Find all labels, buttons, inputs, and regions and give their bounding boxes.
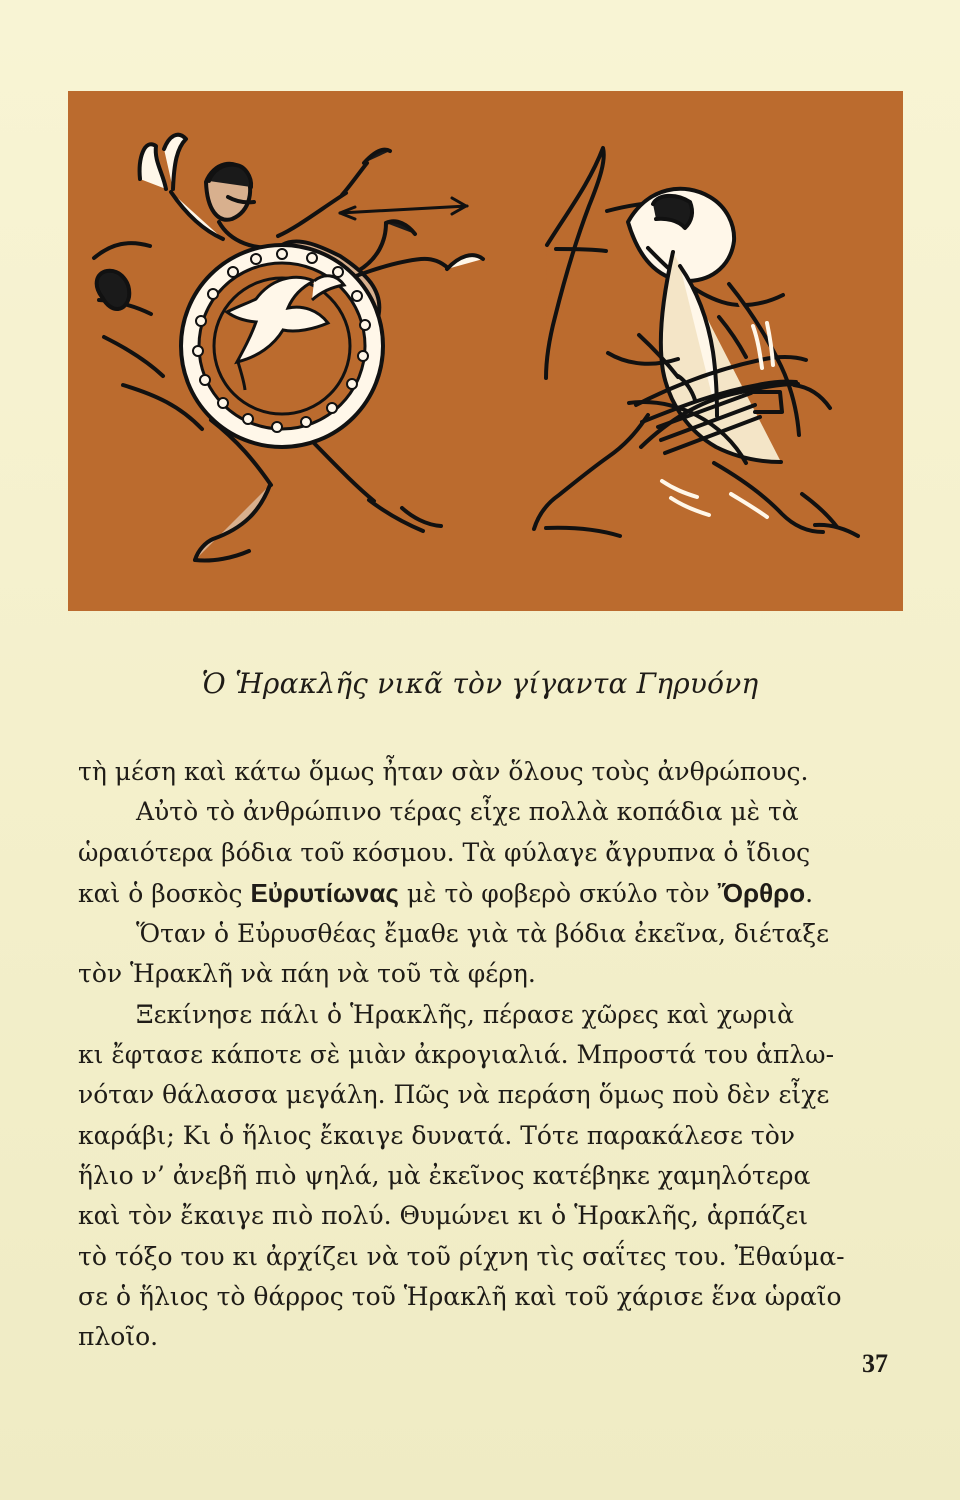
text-fragment: μὲ τὸ φοβερὸ σκύλο τὸν <box>398 878 718 908</box>
text-line: καὶ τὸν ἔκαιγε πιὸ πολύ. Θυμώνει κι ὁ Ἡρακλῆς, ἁρπάζει <box>78 1201 809 1231</box>
main-text <box>78 752 898 1357</box>
text-line: τὴ μέση καὶ κάτω ὅμως ἦταν σὰν ὅλους τοὺς ἀνθρώπους. <box>78 757 809 786</box>
vase-painting-illustration <box>68 91 903 611</box>
text-line: κι ἔφτασε κάποτε σὲ μιὰν ἀκρογιαλιά. Μπροστά του ἁπλω- <box>78 1040 835 1070</box>
illustration-caption: Ὁ Ἡρακλῆς νικᾶ τὸν γίγαντα Γηρυόνη <box>201 667 759 700</box>
text-line: πλοῖο. <box>78 1322 159 1352</box>
bold-name-orthros: Ὄρθρο <box>717 877 806 908</box>
illustration-heracles-geryon <box>68 91 903 611</box>
bold-name-eurytion: Εὐρυτίωνας <box>250 877 399 908</box>
text-fragment: . <box>805 878 814 908</box>
text-line: Ξεκίνησε πάλι ὁ Ἡρακλῆς, πέρασε χῶρες καὶ χωριὰ <box>136 999 794 1029</box>
text-line: Αὐτὸ τὸ ἀνθρώπινο τέρας εἶχε πολλὰ κοπάδια μὲ τὰ <box>136 797 799 827</box>
text-line: ἥλιο ν’ ἀνεβῆ πιὸ ψηλά, μὰ ἐκεῖνος κατέβηκε χαμηλότερα <box>78 1160 811 1190</box>
text-line <box>78 873 898 914</box>
text-line: σε ὁ ἥλιος τὸ θάρρος τοῦ Ἡρακλῆ καὶ τοῦ χάρισε ἕνα ὡραῖο <box>78 1281 842 1311</box>
page-number: 37 <box>862 1349 888 1378</box>
text-line: νόταν θάλασσα μεγάλη. Πῶς νὰ περάση ὅμως ποὺ δὲν εἶχε <box>78 1080 830 1110</box>
text-line: Ὅταν ὁ Εὐρυσθέας ἔμαθε γιὰ τὰ βόδια ἐκεῖνα, διέταξε <box>136 919 830 949</box>
text-line: καράβι; Κι ὁ ἥλιος ἔκαιγε δυνατά. Τότε παρακάλεσε τὸν <box>78 1120 795 1150</box>
text-line: τὸ τόξο του κι ἀρχίζει νὰ τοῦ ρίχνη τὶς σαΐτες του. Ἐθαύμα- <box>78 1241 845 1271</box>
text-line: ὡραιότερα βόδια τοῦ κόσμου. Τὰ φύλαγε ἄγρυπνα ὁ ἴδιος <box>78 837 811 867</box>
text-fragment: καὶ ὁ βοσκὸς <box>78 878 251 908</box>
shield <box>181 245 383 447</box>
text-line: τὸν Ἡρακλῆ νὰ πάη νὰ τοῦ τὰ φέρη. <box>78 959 536 989</box>
